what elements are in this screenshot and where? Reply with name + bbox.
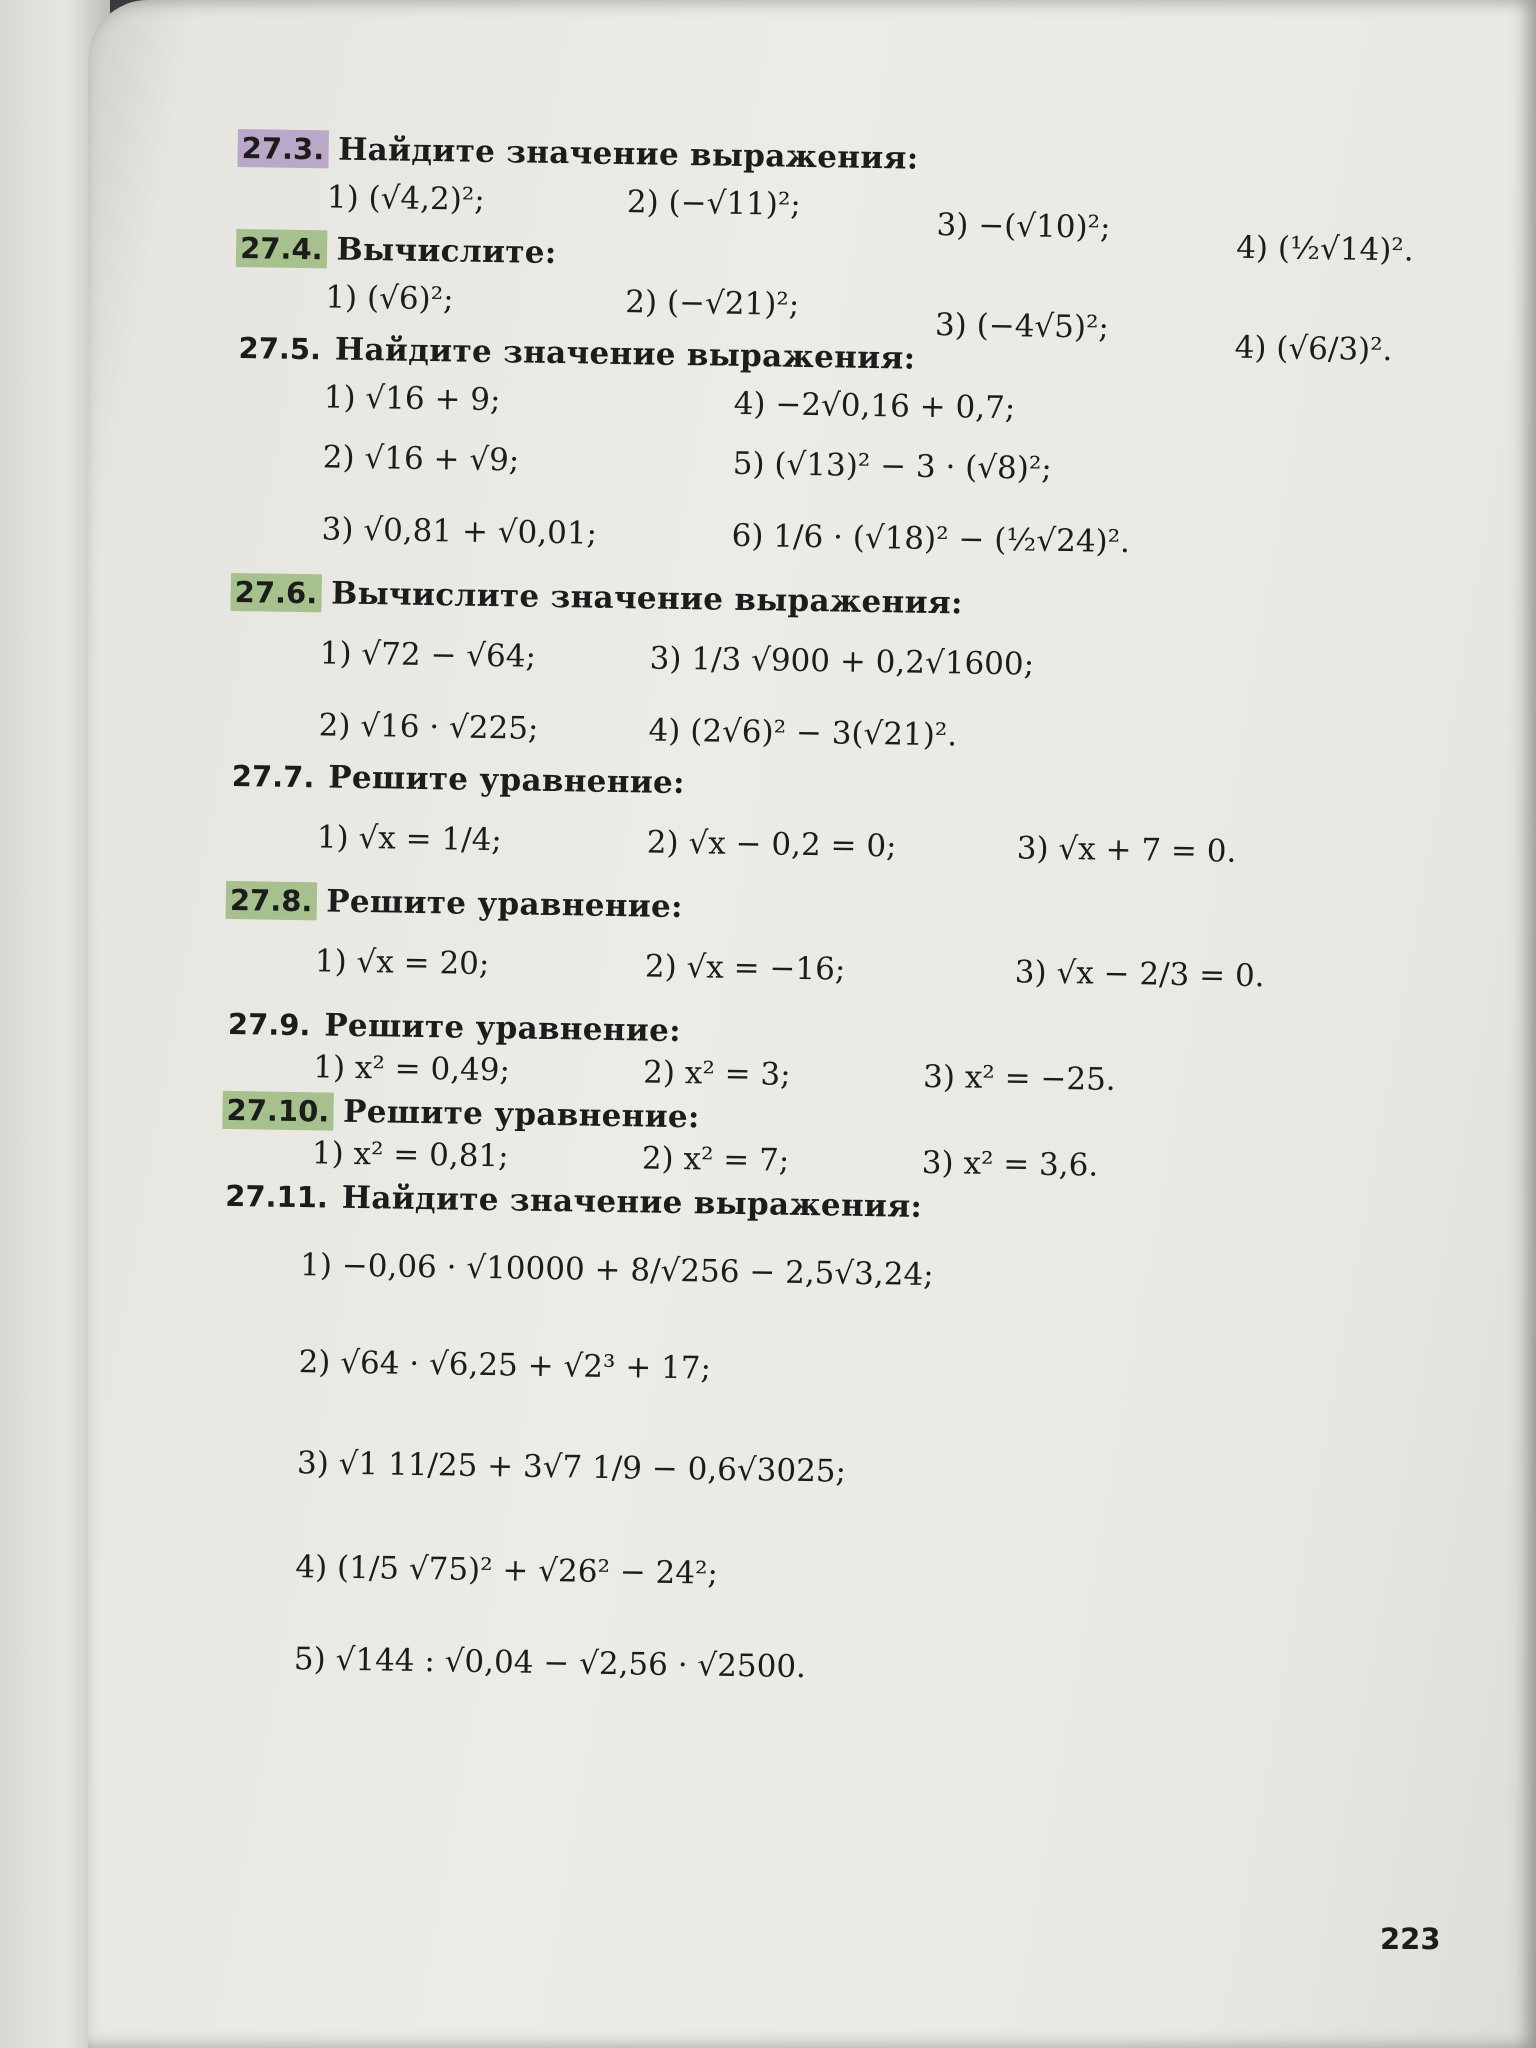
task-item: 1) (√4,2)²;	[326, 179, 485, 218]
items-row	[215, 1516, 1466, 1640]
task-item: 3) x² = −25.	[922, 1058, 1116, 1098]
task-item: 3) −(√10)²;	[936, 206, 1111, 246]
exercise-title: Решите уравнение:	[326, 883, 684, 926]
task-item: 1) x² = 0,49;	[312, 1049, 511, 1089]
task-item: 2) (−√11)²;	[626, 184, 802, 223]
exercise-number: 27.11.	[224, 1178, 329, 1215]
task-item: 1) √x = 1/4;	[316, 819, 503, 859]
task-item: 3) √1 11/25 + 3√7 1/9 − 0,6√3025;	[296, 1445, 847, 1490]
page-number: 223	[1380, 1922, 1441, 1956]
task-item: 1) √16 + 9;	[323, 379, 501, 419]
exercise-number: 27.9.	[227, 1006, 311, 1043]
exercise-27-11	[213, 1176, 1471, 1720]
items-row	[216, 1412, 1467, 1536]
exercises-content	[213, 128, 1488, 1719]
exercise-number: 27.8.	[226, 881, 317, 920]
task-item: 1) √72 − √64;	[319, 635, 537, 675]
task-item: 2) (−√21)²;	[625, 284, 800, 323]
task-item: 4) −2√0,16 + 0,7;	[733, 385, 1016, 427]
exercise-27-8	[224, 880, 1476, 1024]
task-item: 5) (√13)² − 3 · (√8)²;	[732, 445, 1053, 487]
exercise-27-6	[228, 572, 1481, 776]
exercise-number: 27.6.	[230, 573, 321, 612]
task-item: 3) √0,81 + √0,01;	[321, 511, 598, 552]
exercise-27-5	[231, 328, 1485, 592]
task-item: 2) √16 + √9;	[322, 439, 520, 479]
task-item: 4) (½√14)².	[1235, 229, 1414, 269]
exercise-title: Вычислите значение выражения:	[330, 575, 964, 622]
items-row	[219, 1216, 1470, 1336]
task-item: 2) x² = 7;	[641, 1140, 790, 1179]
task-item: 6) 1/6 · (√18)² − (½√24)².	[731, 517, 1131, 561]
task-item: 2) √x = −16;	[644, 948, 846, 988]
task-item: 4) (√6/3)².	[1234, 329, 1393, 369]
exercise-title: Найдите значение выражения:	[334, 331, 916, 377]
task-item: 1) x² = 0,81;	[311, 1135, 509, 1175]
task-item: 5) √144 : √0,04 − √2,56 · √2500.	[293, 1641, 807, 1686]
exercise-27-7	[226, 756, 1478, 900]
task-item: 3) 1/3 √900 + 0,2√1600;	[649, 640, 1035, 683]
exercise-title: Вычислите:	[336, 231, 557, 272]
task-item: 2) √16 · √225;	[318, 707, 539, 747]
task-item: 1) (√6)²;	[325, 279, 454, 318]
exercise-number: 27.4.	[236, 229, 327, 268]
task-item: 4) (1/5 √75)² + √26² − 24²;	[295, 1549, 719, 1592]
task-item: 3) x² = 3,6.	[921, 1144, 1099, 1184]
exercise-number: 27.7.	[231, 758, 315, 795]
task-item: 3) (−4√5)²;	[934, 306, 1110, 346]
exercise-title: Найдите значение выражения:	[337, 131, 919, 177]
task-item: 2) √64 · √6,25 + √2³ + 17;	[298, 1344, 712, 1387]
exercise-number: 27.5.	[238, 331, 322, 367]
task-item: 3) √x + 7 = 0.	[1016, 830, 1237, 870]
task-item: 4) (2√6)² − 3(√21)².	[648, 712, 958, 754]
exercise-title: Решите уравнение:	[324, 1007, 682, 1050]
exercise-title: Найдите значение выражения:	[341, 1179, 923, 1225]
exercise-title: Решите уравнение:	[327, 759, 686, 802]
task-item: 2) √x − 0,2 = 0;	[646, 824, 897, 865]
textbook-page	[88, 0, 1536, 2048]
task-item: 1) √x = 20;	[314, 943, 490, 983]
task-item: 2) x² = 3;	[642, 1054, 791, 1093]
task-item: 1) −0,06 · √10000 + 8/√256 − 2,5√3,24;	[299, 1247, 934, 1294]
task-item: 3) √x − 2/3 = 0.	[1014, 954, 1265, 995]
exercise-number: 27.10.	[222, 1091, 333, 1131]
exercise-number: 27.3.	[237, 129, 328, 168]
exercise-title: Решите уравнение:	[342, 1093, 700, 1136]
